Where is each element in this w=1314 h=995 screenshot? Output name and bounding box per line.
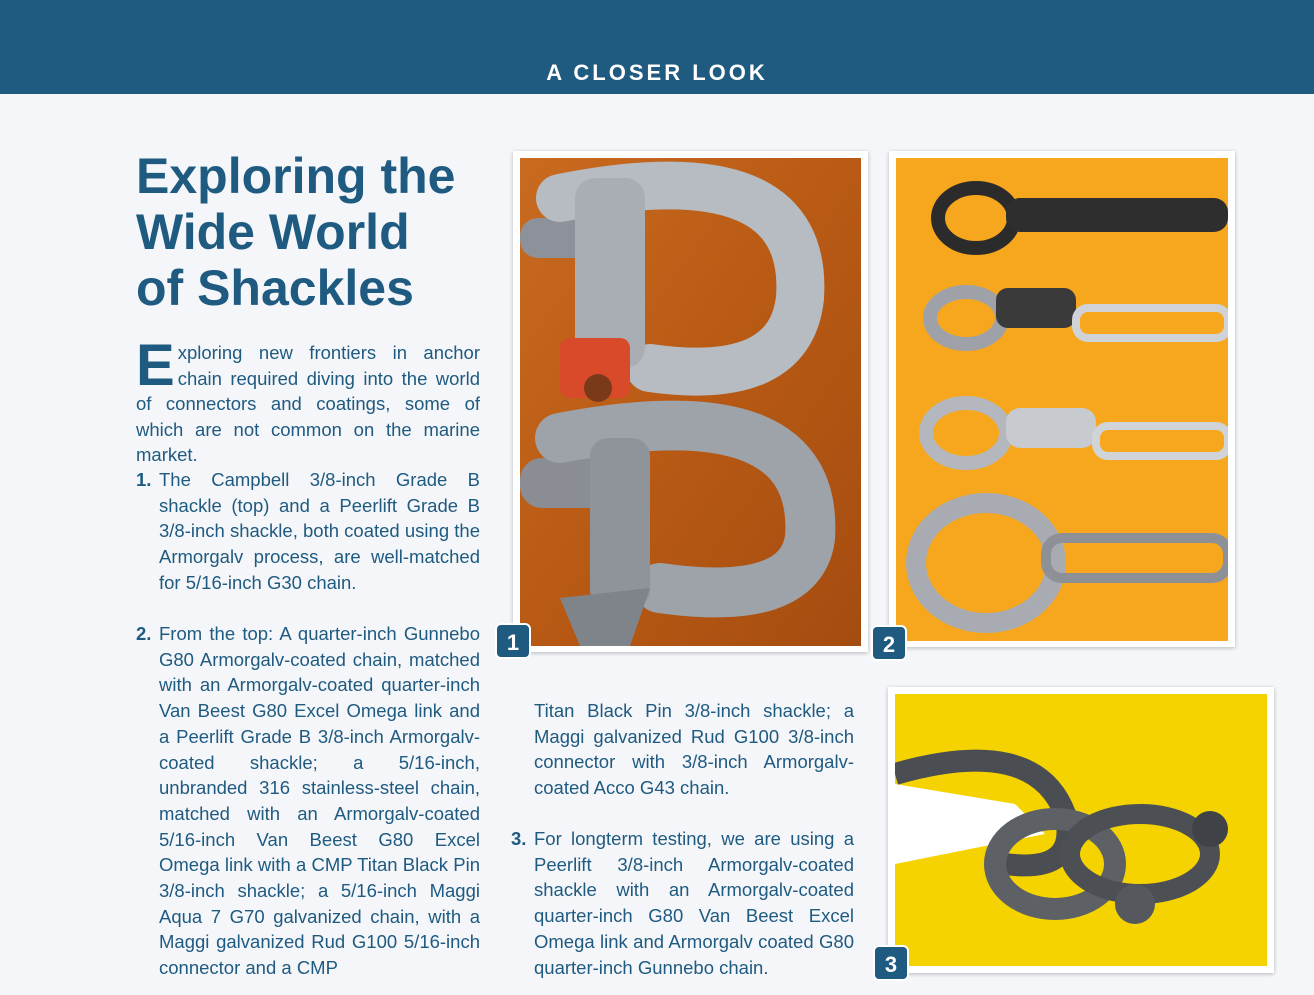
photo-frame-2 <box>882 151 1235 657</box>
intro-text: xploring new frontiers in anchor chain required diving into the world of connectors and coatings, some of which are not common on the marine market. <box>136 342 480 466</box>
shackle-on-yellow-photo <box>895 694 1267 966</box>
article-headline <box>136 148 496 316</box>
caption-item-1 <box>136 467 480 596</box>
caption-number: 1. <box>136 469 152 490</box>
caption-number: 2. <box>136 623 152 644</box>
headline-line: Wide World <box>136 204 410 260</box>
photo-frame-3 <box>884 687 1274 977</box>
shackles-on-orange-photo <box>896 158 1228 641</box>
photo-badge-2: 2 <box>871 625 907 661</box>
caption-item-2 <box>136 621 480 981</box>
photo-badge-1: 1 <box>495 623 531 659</box>
shackles-on-wood-photo <box>520 158 861 646</box>
caption-number: 3. <box>511 828 527 849</box>
caption-text: For longterm testing, we are using a Peerlift 3/8-inch Armorgalv-coated shackle with an Armorgalv-coated quarter-inch G80 Van Beest Excel Omega link and Armorgalv coated G80 quarter-inch Gunnebo chain. <box>534 828 854 978</box>
photo-badge-3: 3 <box>873 945 909 981</box>
intro-paragraph <box>136 333 480 468</box>
caption-text: The Campbell 3/8-inch Grade B shackle (top) and a Peerlift Grade B 3/8-inch shackle, both coated using the Armorgalv process, are well-matched for 5/16-inch G30 chain. <box>159 469 480 593</box>
headline-line: Exploring the <box>136 148 456 204</box>
section-header-bar <box>0 0 1314 94</box>
caption-continuation: Titan Black Pin 3/8-inch shackle; a Maggi galvanized Rud G100 3/8-inch connector with 3/8-inch Armorgalv-coated Acco G43 chain. <box>534 700 854 799</box>
photo-frame-1 <box>506 151 868 655</box>
caption-text: From the top: A quarter-inch Gunnebo G80 Armorgalv-coated chain, matched with an Armorgalv-coated quarter-inch Van Beest G80 Excel Omega link and a Peerlift Grade B 3/8-inch Armorgalv-coated shackle; a 5/16-inch, unbranded 316 stainless-steel chain, matched with an Armorgalv-coated 5/16-inch Van Beest G80 Excel Omega link with a CMP Titan Black Pin 3/8-inch shackle; a 5/16-inch Maggi Aqua 7 G70 galvanized chain, with a Maggi galvanized Rud G100 5/16-inch connector and a CMP <box>159 623 480 979</box>
headline-line: of Shackles <box>136 260 414 316</box>
drop-cap: E <box>136 333 175 398</box>
caption-item-3 <box>511 826 854 980</box>
section-title: A CLOSER LOOK <box>546 60 768 85</box>
